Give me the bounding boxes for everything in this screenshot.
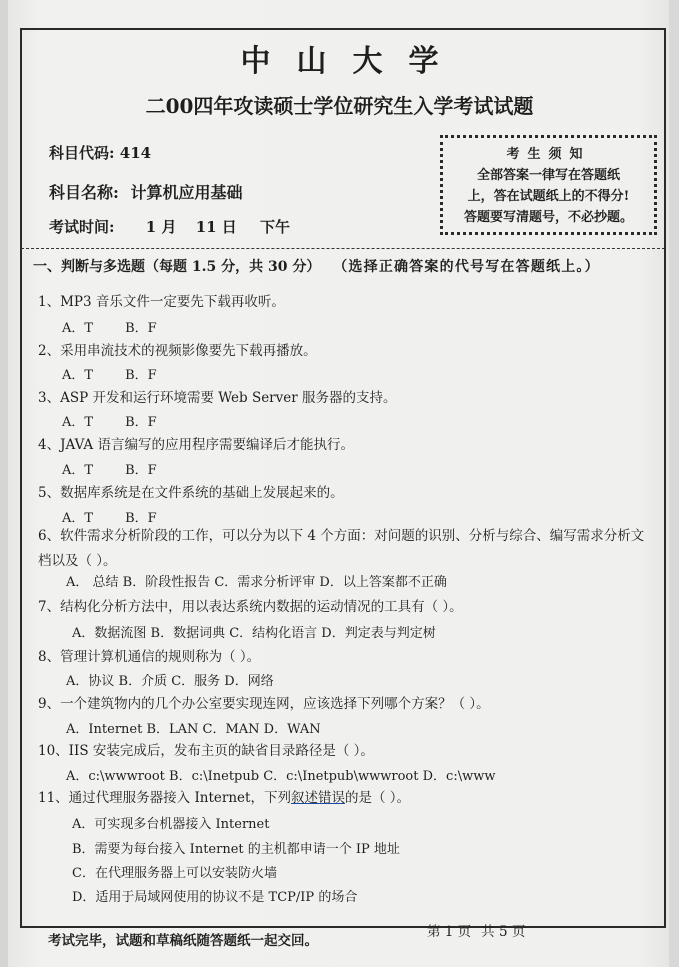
scan-edge-left [0, 0, 8, 967]
question-11-option-a: A．可实现多台机器接入 Internet [72, 817, 270, 832]
option-a: A．T [62, 463, 94, 478]
question-4: 4、JAVA 语言编写的应用程序需要编译后才能执行。 [38, 437, 354, 453]
question-3: 3、ASP 开发和运行环境需要 Web Server 服务器的支持。 [38, 390, 397, 406]
option-b: B．F [125, 463, 157, 478]
notice-line: 答题要写清题号，不必抄题。 [463, 210, 633, 225]
question-1-options [62, 317, 157, 336]
page-total: 共 5 页 [481, 924, 526, 940]
question-11 [38, 786, 410, 806]
option-b: B．F [125, 321, 157, 336]
subject-code-value: 414 [119, 144, 152, 162]
exam-time-month: 1 月 [145, 218, 177, 236]
notice-line: 全部答案一律写在答题纸 [476, 168, 620, 183]
question-11-text-end: 的是（ ）。 [344, 790, 411, 806]
option-a: A．T [62, 368, 94, 383]
question-2: 2、采用串流技术的视频影像要先下载再播放。 [38, 343, 317, 359]
question-1: 1、MP3 音乐文件一定要先下载再收听。 [38, 294, 285, 310]
option-b: B．F [125, 415, 157, 430]
notice-line: 上，答在试题纸上的不得分! [467, 189, 630, 204]
question-5: 5、数据库系统是在文件系统的基础上发展起来的。 [38, 485, 344, 501]
subject-code [49, 142, 151, 163]
exam-time [49, 216, 290, 237]
notice-title: 考生须知 [506, 147, 591, 162]
question-7-options: A．数据流图 B．数据词典 C．结构化语言 D．判定表与判定树 [72, 626, 436, 641]
question-11-emphasis: 叙述错误 [290, 790, 345, 806]
question-10: 10、IIS 安装完成后，发布主页的缺省目录路径是（ ）。 [38, 743, 374, 759]
section-title: 一、判断与多选题（每题 1.5 分，共 30 分） [33, 259, 321, 275]
question-2-options [62, 364, 157, 383]
question-6-options: A． 总结 B．阶段性报告 C．需求分析评审 D．以上答案都不正确 [66, 575, 447, 590]
exam-title: 二00四年攻读硕士学位研究生入学考试试题 [145, 94, 534, 118]
exam-time-day: 11 日 [195, 218, 237, 236]
question-3-options [62, 411, 157, 430]
university-title: 中山大学 [240, 44, 465, 79]
question-4-options [62, 459, 157, 478]
option-b: B．F [125, 511, 157, 526]
question-10-options: A．c:\wwwroot B．c:\Inetpub C．c:\Inetpub\wwwroot D．c:\www [66, 769, 496, 784]
page-current: 第 1 页 [427, 924, 472, 940]
question-9: 9、一个建筑物内的几个办公室要实现连网，应该选择下列哪个方案？（ ）。 [38, 696, 490, 712]
section-heading [33, 256, 600, 276]
exam-time-period: 下午 [260, 218, 291, 236]
scan-edge-right [669, 0, 679, 967]
subject-name-value: 计算机应用基础 [130, 183, 243, 202]
section-note: （选择正确答案的代号写在答题纸上。） [333, 259, 600, 275]
exam-time-label: 考试时间: [49, 218, 115, 236]
option-b: B．F [125, 368, 157, 383]
question-7: 7、结构化分析方法中，用以表达系统内数据的运动情况的工具有（ ）。 [38, 599, 463, 615]
candidate-notice-box [440, 135, 657, 235]
subject-name [49, 180, 243, 203]
subject-code-label: 科目代码: [49, 144, 115, 162]
question-8: 8、管理计算机通信的规则称为（ ）。 [38, 649, 261, 665]
option-a: A．T [62, 415, 94, 430]
question-6: 6、软件需求分析阶段的工作，可以分为以下 4 个方面：对问题的识别、分析与综合、编写需求分析文档以及（ ）。 [38, 528, 645, 569]
subject-name-label: 科目名称: [49, 183, 119, 202]
footer-instruction: 考试完毕，试题和草稿纸随答题纸一起交回。 [48, 933, 318, 949]
question-8-options: A．协议 B．介质 C．服务 D．网络 [66, 674, 274, 689]
question-11-option-d: D．适用于局域网使用的协议不是 TCP/IP 的场合 [72, 890, 358, 905]
question-11-text: 11、通过代理服务器接入 Internet，下列 [38, 790, 291, 806]
question-11-option-c: C．在代理服务器上可以安装防火墙 [72, 866, 277, 881]
option-a: A．T [62, 321, 94, 336]
page-number [427, 920, 535, 940]
option-a: A．T [62, 511, 94, 526]
question-11-option-b: B．需要为每台接入 Internet 的主机都申请一个 IP 地址 [72, 842, 400, 857]
dashed-divider [21, 248, 665, 249]
question-9-options: A．Internet B．LAN C．MAN D．WAN [66, 722, 321, 737]
